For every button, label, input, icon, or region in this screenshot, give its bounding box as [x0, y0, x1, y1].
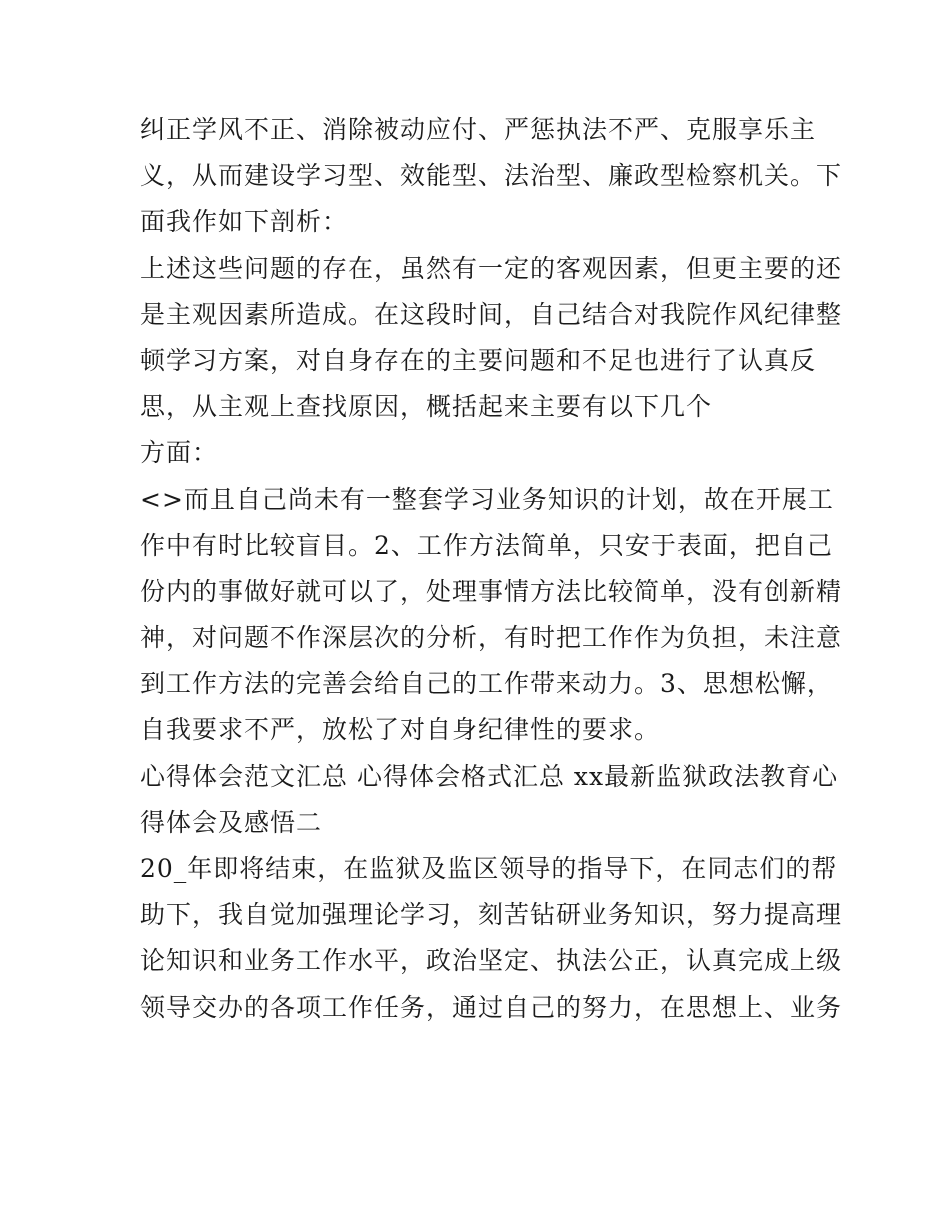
document-body	[140, 107, 843, 1031]
text-line: 思，从主观上查找原因，概括起来主要有以下几个	[140, 392, 713, 422]
text-line: 领导交办的各项工作任务，通过自己的努力，在思想上、业务	[140, 992, 843, 1022]
text-line: 自我要求不严，放松了对自身纪律性的要求。	[140, 715, 661, 745]
text-line: 神，对问题不作深层次的分析，有时把工作作为负担，未注意	[140, 623, 843, 653]
text-line: <>而且自己尚未有一整套学习业务知识的计划，故在开展工	[140, 484, 834, 514]
text-line: 方面：	[140, 438, 219, 468]
text-line: 20_年即将结束，在监狱及监区领导的指导下，在同志们的帮	[140, 854, 838, 883]
text-line: 份内的事做好就可以了，处理事情方法比较简单，没有创新精	[140, 576, 843, 606]
text-line: 得体会及感悟二	[140, 807, 323, 837]
text-line: 顿学习方案，对自身存在的主要问题和不足也进行了认真反	[140, 345, 817, 375]
text-line: 论知识和业务工作水平，政治坚定、执法公正，认真完成上级	[140, 946, 843, 976]
text-line: 是主观因素所造成。在这段时间，自己结合对我院作风纪律整	[140, 299, 843, 329]
text-line: 纠正学风不正、消除被动应付、严惩执法不严、克服享乐主	[140, 115, 817, 144]
text-line: 作中有时比较盲目。2、工作方法简单，只安于表面，把自己	[140, 530, 833, 560]
text-line: 心得体会范文汇总 心得体会格式汇总 xx最新监狱政法教育心	[140, 761, 839, 791]
text-line: 义，从而建设学习型、效能型、法治型、廉政型检察机关。下	[140, 161, 843, 191]
text-line: 上述这些问题的存在，虽然有一定的客观因素，但更主要的还	[140, 253, 843, 283]
text-line: 助下，我自觉加强理论学习，刻苦钻研业务知识，努力提高理	[140, 900, 843, 930]
text-line: 面我作如下剖析：	[140, 207, 349, 237]
text-line: 到工作方法的完善会给自己的工作带来动力。3、思想松懈，	[140, 669, 833, 699]
